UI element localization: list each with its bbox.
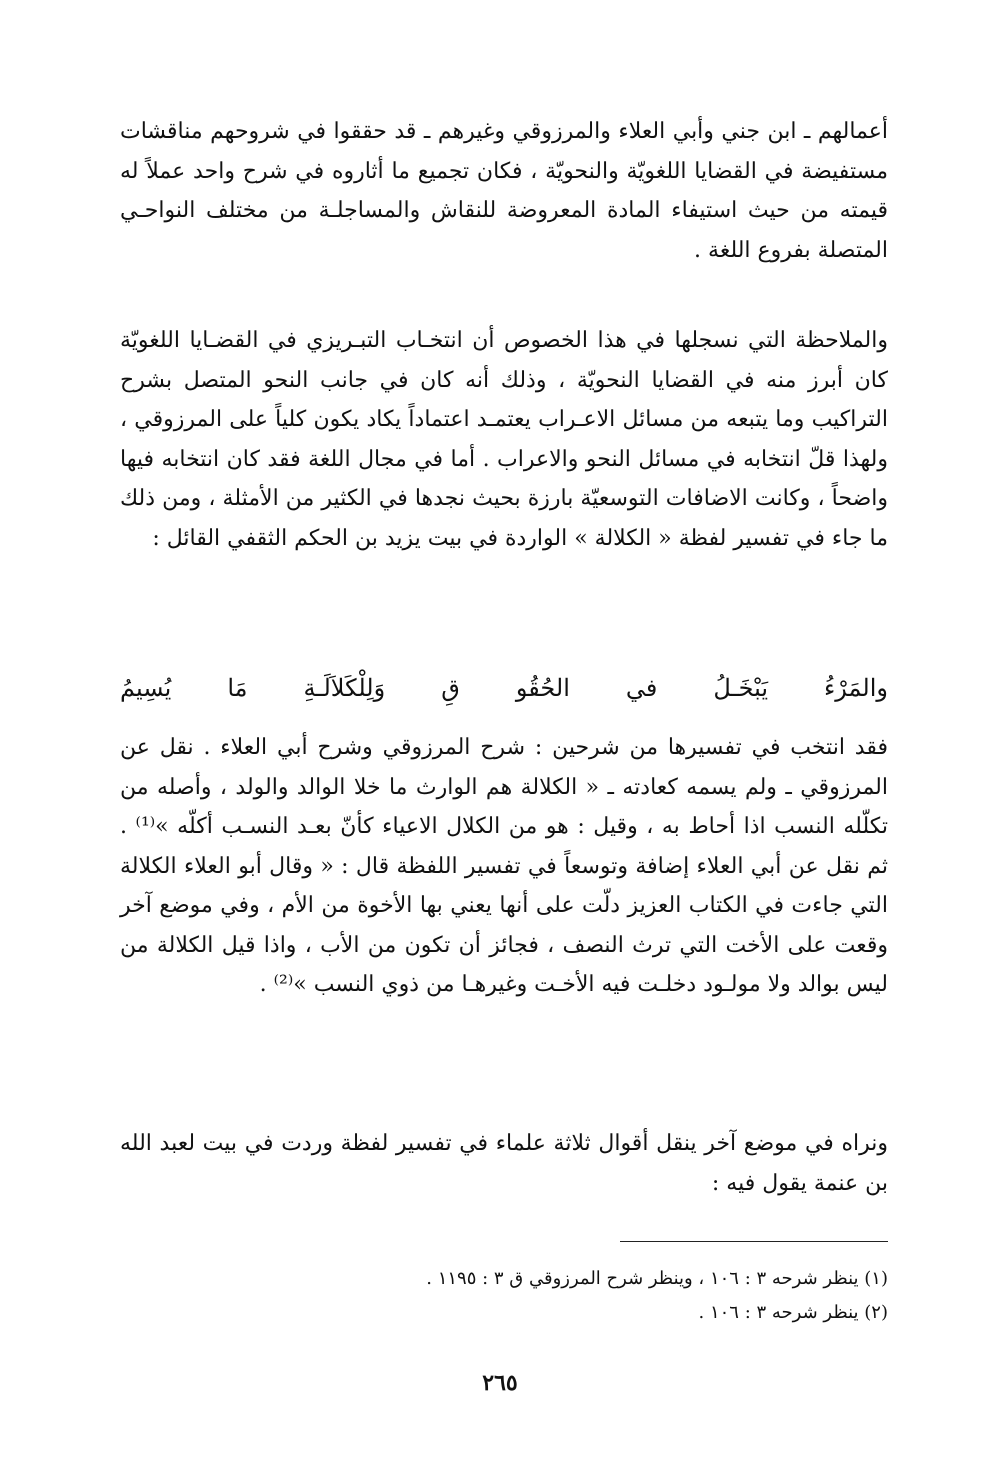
poetry-verse bbox=[120, 668, 888, 708]
footnote-1: (١) ينظر شرحه ٣ : ١٠٦ ، وينظر شرح المرزوقي ق ٣ : ١١٩٥ . bbox=[426, 1268, 888, 1289]
verse-word: قِ bbox=[441, 674, 460, 702]
footnotes bbox=[120, 1262, 888, 1330]
paragraph-1: أعمالهم ـ ابن جني وأبي العلاء والمرزوقي وغيرهم ـ قد حققوا في شروحهم مناقشات مستفيضة في القضايا اللغويّة والنحويّة ، فكان تجميع ما أثاروه في شرح واحد عملاً له قيمته من حيث استيفاء المادة المعروضة للنقاش والمساجلـة من مختلف النواحـي المتصلة بفروع اللغة . bbox=[120, 119, 888, 263]
paragraph-3: فقد انتخب في تفسيرها من شرحين : شرح المرزوقي وشرح أبي العلاء . نقل عن المرزوقي ـ ولم يسمه كعادته ـ « الكلالة هم الوارث ما خلا الوالد والولد ، وأصله من تكلّله النسب اذا أحاط به ، وقيل : هو من الكلال الاعياء كأنّ بعـد النسـب أكلّه »⁽¹⁾ . ثم نقل عن أبي العلاء إضافة وتوسعاً في تفسير اللفظة قال : « وقال أبو العلاء الكلالة التي جاءت في الكتاب العزيز دلّت على أنها يعني بها الأخوة من الأم ، وفي موضع آخر وقعت على الأخت التي ترث النصف ، فجائز أن تكون من الأب ، واذا قيل الكلالة من ليس بوالد ولا مولـود دخلـت فيه الأخـت وغيرهـا من ذوي النسب »⁽²⁾ . bbox=[120, 735, 889, 997]
verse-word: الحُقُو bbox=[515, 674, 570, 702]
verse-word: يَبْخَـلُ bbox=[713, 674, 768, 702]
paragraph-4: ونراه في موضع آخر ينقل أقوال ثلاثة علماء في تفسير لفظة وردت في بيت لعبد الله بن عنمة يقول فيه : bbox=[120, 1131, 888, 1196]
verse-word: في bbox=[625, 674, 658, 702]
verse-word: والمَرْءُ bbox=[824, 674, 888, 702]
footnote-separator bbox=[620, 1241, 888, 1242]
verse-word: وَلِلْكَلاَلَـةِ bbox=[303, 674, 386, 702]
footnote-2: (٢) ينظر شرحه ٣ : ١٠٦ . bbox=[698, 1302, 888, 1323]
verse-word: يُسِيمُ bbox=[120, 674, 172, 702]
page-number: ٢٦٥ bbox=[482, 1370, 518, 1396]
verse-word: مَا bbox=[227, 674, 248, 702]
paragraph-2: والملاحظة التي نسجلها في هذا الخصوص أن انتخـاب التبـريزي في القضـايا اللغويّة كان أبرز منه في القضايا النحويّة ، وذلك أنه كان في جانب النحو المتصل بشرح التراكيب وما يتبعه من مسائل الاعـراب يعتمـد اعتماداً يكاد يكون كلياً على المرزوقي ، ولهذا قلّ انتخابه في مسائل النحو والاعراب . أما في مجال اللغة فقد كان انتخابه فيها واضحاً ، وكانت الاضافات التوسعيّة بارزة بحيث نجدها في الكثير من الأمثلة ، ومن ذلك ما جاء في تفسير لفظة « الكلالة » الواردة في بيت يزيد بن الحكم الثقفي القائل : bbox=[120, 328, 888, 551]
